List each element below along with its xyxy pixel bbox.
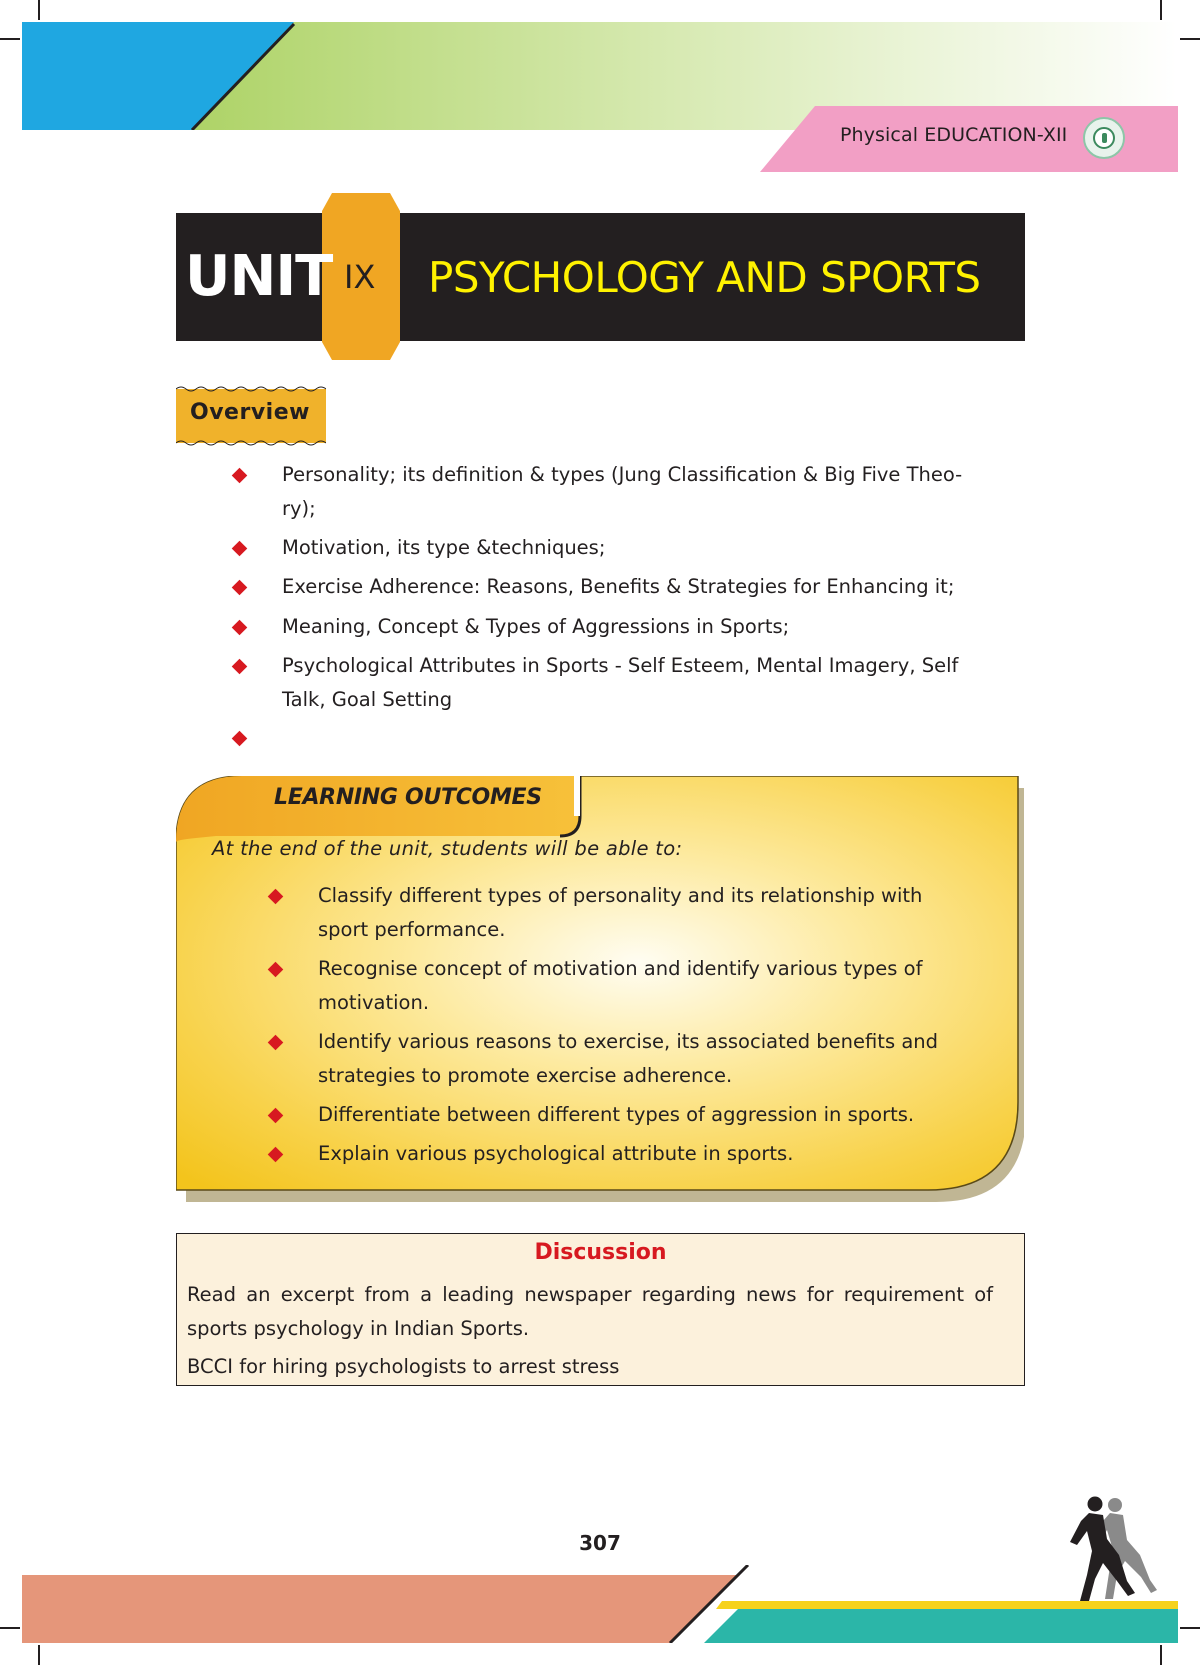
crop-mark	[0, 38, 20, 40]
discussion-text: Read an excerpt from a leading newspaper regarding news for requirement of	[187, 1283, 994, 1306]
bullet-icon	[232, 468, 248, 484]
list-item: Exercise Adherence: Reasons, Benefits & Strategies for Enhancing it;	[282, 575, 955, 598]
unit-title: PSYCHOLOGY AND SPORTS	[428, 253, 981, 302]
bullet-icon	[232, 620, 248, 636]
crop-mark	[38, 1645, 40, 1665]
discussion-text: BCCI for hiring psychologists to arrest stress	[187, 1355, 620, 1378]
list-item: Psychological Attributes in Sports - Self Esteem, Mental Imagery, Self	[282, 654, 959, 677]
crop-mark	[1180, 1627, 1200, 1629]
learning-outcomes-intro: At the end of the unit, students will be able to:	[212, 837, 683, 860]
list-item: Meaning, Concept & Types of Aggressions in Sports;	[282, 615, 790, 638]
list-item: Talk, Goal Setting	[282, 688, 453, 711]
overview-label: Overview	[190, 400, 310, 425]
discussion-text: sports psychology in Indian Sports.	[187, 1317, 530, 1340]
list-item: Differentiate between different types of aggression in sports.	[318, 1103, 915, 1126]
bullet-icon	[232, 731, 248, 747]
crop-mark	[38, 0, 40, 20]
unit-number: IX	[344, 258, 376, 296]
list-item: motivation.	[318, 991, 430, 1014]
list-item: ry);	[282, 497, 316, 520]
list-item: Identify various reasons to exercise, its associated benefits and	[318, 1030, 939, 1053]
list-item: strategies to promote exercise adherence.	[318, 1064, 733, 1087]
bullet-icon	[232, 659, 248, 675]
learning-outcomes-heading: LEARNING OUTCOMES	[274, 785, 542, 810]
unit-word: UNIT	[185, 244, 333, 309]
page-number: 307	[579, 1531, 621, 1555]
list-item: sport performance.	[318, 918, 506, 941]
crop-mark	[1180, 38, 1200, 40]
runners-icon	[1055, 1495, 1165, 1610]
crop-mark	[1160, 0, 1162, 20]
list-item: Motivation, its type &techniques;	[282, 536, 606, 559]
crop-mark	[1160, 1645, 1162, 1665]
cbse-emblem-icon	[1083, 117, 1125, 159]
list-item: Recognise concept of motivation and identify various types of	[318, 957, 923, 980]
discussion-title: Discussion	[534, 1240, 667, 1265]
book-title: Physical EDUCATION-XII	[840, 124, 1068, 146]
list-item: Classify different types of personality and its relationship with	[318, 884, 923, 907]
footer-band	[22, 1565, 1178, 1643]
crop-mark	[0, 1627, 20, 1629]
bullet-icon	[232, 580, 248, 596]
list-item: Personality; its definition & types (Jung Classification & Big Five Theo-	[282, 463, 963, 486]
bullet-icon	[232, 541, 248, 557]
list-item: Explain various psychological attribute in sports.	[318, 1142, 794, 1165]
